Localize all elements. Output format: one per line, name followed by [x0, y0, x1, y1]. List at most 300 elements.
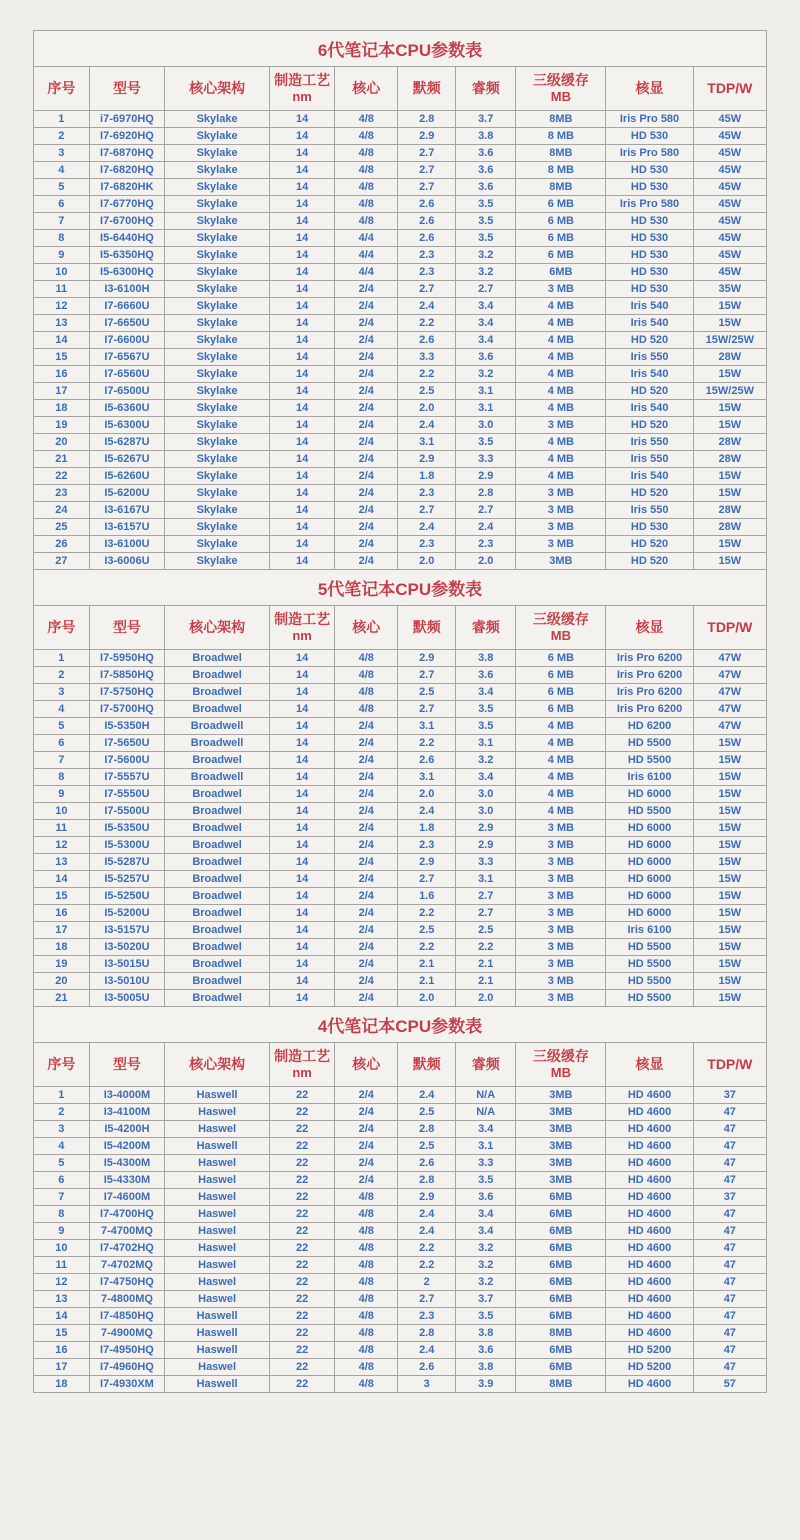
cell-model: I7-4700HQ [89, 1206, 164, 1223]
cell-turbo-freq: 3.4 [456, 332, 516, 349]
cell-process: 22 [270, 1087, 335, 1104]
col-header-process [270, 1043, 335, 1087]
cell-turbo-freq: 3.7 [456, 1291, 516, 1308]
table-row [34, 1240, 767, 1257]
cell-turbo-freq: 3.2 [456, 366, 516, 383]
cell-tdp: 15W [693, 417, 766, 434]
cell-index: 5 [34, 1155, 90, 1172]
col-header-arch [165, 67, 270, 111]
cell-tdp: 28W [693, 451, 766, 468]
column-header-row [34, 1043, 767, 1087]
cell-tdp: 47 [693, 1308, 766, 1325]
table-row [34, 315, 767, 332]
cell-base-freq: 2.7 [398, 281, 456, 298]
cell-turbo-freq: 3.2 [456, 1257, 516, 1274]
cell-l3-cache: 3 MB [516, 485, 606, 502]
cell-process: 14 [270, 366, 335, 383]
cell-l3-cache: 6 MB [516, 230, 606, 247]
cell-index: 6 [34, 735, 90, 752]
cell-cores: 2/4 [335, 871, 398, 888]
cell-model: I3-6157U [89, 519, 164, 536]
cell-model: I3-5020U [89, 939, 164, 956]
cell-cores: 4/8 [335, 128, 398, 145]
cell-tdp: 15W [693, 820, 766, 837]
cell-tdp: 45W [693, 247, 766, 264]
cell-base-freq: 2.8 [398, 1121, 456, 1138]
cell-base-freq: 2.2 [398, 366, 456, 383]
cell-process: 14 [270, 786, 335, 803]
cell-l3-cache: 3 MB [516, 973, 606, 990]
cell-tdp: 45W [693, 162, 766, 179]
cell-l3-cache: 8MB [516, 145, 606, 162]
cell-index: 21 [34, 451, 90, 468]
cell-index: 15 [34, 349, 90, 366]
cell-index: 4 [34, 162, 90, 179]
cell-turbo-freq: 2.8 [456, 485, 516, 502]
cell-base-freq: 2.2 [398, 939, 456, 956]
cell-cores: 2/4 [335, 468, 398, 485]
cell-turbo-freq: 3.5 [456, 213, 516, 230]
table-row [34, 553, 767, 570]
cell-arch: Haswell [165, 1325, 270, 1342]
cell-cores: 2/4 [335, 451, 398, 468]
cell-cores: 2/4 [335, 769, 398, 786]
cell-base-freq: 2.2 [398, 1257, 456, 1274]
cell-process: 22 [270, 1172, 335, 1189]
cell-l3-cache: 4 MB [516, 349, 606, 366]
cell-index: 16 [34, 905, 90, 922]
cell-index: 9 [34, 786, 90, 803]
cell-arch: Skylake [165, 536, 270, 553]
cell-cores: 2/4 [335, 1155, 398, 1172]
cell-cores: 4/8 [335, 162, 398, 179]
cell-process: 14 [270, 451, 335, 468]
cell-turbo-freq: 3.7 [456, 111, 516, 128]
cell-base-freq: 1.6 [398, 888, 456, 905]
cell-gpu: HD 6200 [606, 718, 693, 735]
cell-base-freq: 2.7 [398, 502, 456, 519]
table-row [34, 871, 767, 888]
cell-turbo-freq: 3.8 [456, 650, 516, 667]
cell-base-freq: 1.8 [398, 468, 456, 485]
cell-turbo-freq: 3.5 [456, 718, 516, 735]
section-title: 4代笔记本CPU参数表 [34, 1007, 767, 1043]
cell-model: I7-5550U [89, 786, 164, 803]
cell-model: I5-5350U [89, 820, 164, 837]
cell-model: I7-4702HQ [89, 1240, 164, 1257]
table-row [34, 1291, 767, 1308]
col-header-arch [165, 606, 270, 650]
cell-index: 12 [34, 1274, 90, 1291]
col-header-label: 睿频 [471, 80, 500, 97]
col-header-label: 核心 [352, 1056, 381, 1073]
cell-arch: Haswel [165, 1274, 270, 1291]
cell-arch: Skylake [165, 230, 270, 247]
cell-turbo-freq: 2.2 [456, 939, 516, 956]
cell-arch: Skylake [165, 366, 270, 383]
table-row [34, 281, 767, 298]
cell-base-freq: 2.8 [398, 1172, 456, 1189]
cell-l3-cache: 6 MB [516, 196, 606, 213]
cell-arch: Skylake [165, 349, 270, 366]
col-header-label: 默频 [412, 1056, 441, 1073]
table-row [34, 468, 767, 485]
cell-base-freq: 2.4 [398, 519, 456, 536]
cell-tdp: 45W [693, 179, 766, 196]
cell-base-freq: 2.5 [398, 1104, 456, 1121]
cell-gpu: HD 4600 [606, 1155, 693, 1172]
col-header-model [89, 606, 164, 650]
cell-process: 14 [270, 145, 335, 162]
cell-turbo-freq: 3.2 [456, 1274, 516, 1291]
cell-arch: Broadwel [165, 956, 270, 973]
cell-process: 14 [270, 650, 335, 667]
cell-gpu: HD 4600 [606, 1087, 693, 1104]
cell-gpu: HD 530 [606, 179, 693, 196]
cell-arch: Skylake [165, 111, 270, 128]
cell-tdp: 15W [693, 752, 766, 769]
cell-turbo-freq: 2.7 [456, 502, 516, 519]
cell-turbo-freq: 3.8 [456, 1325, 516, 1342]
cell-cores: 2/4 [335, 502, 398, 519]
cell-process: 14 [270, 230, 335, 247]
table-row [34, 1087, 767, 1104]
table-row [34, 383, 767, 400]
cell-base-freq: 2.2 [398, 1240, 456, 1257]
cell-tdp: 47 [693, 1206, 766, 1223]
cpu-spec-table [33, 30, 767, 1393]
table-row [34, 536, 767, 553]
cell-tdp: 15W [693, 888, 766, 905]
cell-arch: Broadwel [165, 752, 270, 769]
cell-gpu: Iris 550 [606, 451, 693, 468]
cell-base-freq: 2.4 [398, 298, 456, 315]
cell-gpu: HD 6000 [606, 786, 693, 803]
cell-model: I5-5200U [89, 905, 164, 922]
cell-cores: 4/8 [335, 1342, 398, 1359]
cell-tdp: 15W [693, 553, 766, 570]
cell-base-freq: 3.1 [398, 718, 456, 735]
cell-base-freq: 2.4 [398, 1206, 456, 1223]
cell-index: 14 [34, 332, 90, 349]
cell-index: 8 [34, 769, 90, 786]
cell-tdp: 15W [693, 769, 766, 786]
cell-model: I7-6870HQ [89, 145, 164, 162]
cell-index: 3 [34, 684, 90, 701]
cell-gpu: HD 530 [606, 281, 693, 298]
cell-gpu: HD 520 [606, 536, 693, 553]
cell-cores: 2/4 [335, 1172, 398, 1189]
cell-model: I7-6660U [89, 298, 164, 315]
cell-gpu: HD 4600 [606, 1308, 693, 1325]
table-row [34, 162, 767, 179]
cell-base-freq: 2.9 [398, 1189, 456, 1206]
cell-base-freq: 2.1 [398, 956, 456, 973]
cell-process: 14 [270, 247, 335, 264]
cell-gpu: HD 5200 [606, 1359, 693, 1376]
cell-turbo-freq: 3.5 [456, 1308, 516, 1325]
cell-model: I3-4100M [89, 1104, 164, 1121]
table-row [34, 939, 767, 956]
table-row [34, 298, 767, 315]
cell-cores: 4/8 [335, 1308, 398, 1325]
cell-base-freq: 2.7 [398, 871, 456, 888]
cell-gpu: Iris 540 [606, 400, 693, 417]
col-header-label: 核显 [635, 619, 664, 636]
cell-index: 2 [34, 128, 90, 145]
cell-index: 6 [34, 196, 90, 213]
cell-l3-cache: 8MB [516, 1325, 606, 1342]
cell-turbo-freq: 2.9 [456, 468, 516, 485]
cell-arch: Skylake [165, 417, 270, 434]
cell-tdp: 15W [693, 922, 766, 939]
cell-l3-cache: 3 MB [516, 536, 606, 553]
cell-tdp: 47 [693, 1121, 766, 1138]
table-row [34, 1172, 767, 1189]
cell-tdp: 45W [693, 128, 766, 145]
cell-turbo-freq: 3.4 [456, 1223, 516, 1240]
cell-tdp: 47W [693, 701, 766, 718]
cell-process: 14 [270, 871, 335, 888]
cell-process: 14 [270, 502, 335, 519]
cell-tdp: 15W [693, 315, 766, 332]
cell-gpu: Iris 6100 [606, 922, 693, 939]
cell-cores: 4/8 [335, 1274, 398, 1291]
col-header-base-freq [398, 1043, 456, 1087]
cell-process: 14 [270, 684, 335, 701]
cell-model: I3-6100U [89, 536, 164, 553]
cell-base-freq: 2.7 [398, 179, 456, 196]
cell-arch: Skylake [165, 213, 270, 230]
cell-model: I7-4600M [89, 1189, 164, 1206]
cell-arch: Haswel [165, 1223, 270, 1240]
cell-model: I7-5650U [89, 735, 164, 752]
cell-arch: Haswel [165, 1121, 270, 1138]
cell-index: 2 [34, 667, 90, 684]
cell-cores: 2/4 [335, 820, 398, 837]
section-title: 5代笔记本CPU参数表 [34, 570, 767, 606]
cell-cores: 4/8 [335, 1206, 398, 1223]
cell-gpu: HD 530 [606, 213, 693, 230]
cell-model: I5-5287U [89, 854, 164, 871]
cell-turbo-freq: 3.1 [456, 383, 516, 400]
cell-index: 16 [34, 1342, 90, 1359]
col-header-base-freq [398, 67, 456, 111]
cell-cores: 4/8 [335, 1359, 398, 1376]
cell-tdp: 45W [693, 230, 766, 247]
table-row [34, 349, 767, 366]
table-row [34, 1257, 767, 1274]
section-title-row [34, 31, 767, 67]
col-header-label: 型号 [112, 619, 141, 636]
col-header-turbo-freq [456, 606, 516, 650]
table-row [34, 701, 767, 718]
cell-process: 14 [270, 752, 335, 769]
cell-base-freq: 2.3 [398, 837, 456, 854]
cell-l3-cache: 3 MB [516, 854, 606, 871]
cell-arch: Haswell [165, 1138, 270, 1155]
cell-arch: Broadwel [165, 803, 270, 820]
cell-cores: 4/8 [335, 650, 398, 667]
cell-process: 14 [270, 315, 335, 332]
cell-process: 14 [270, 179, 335, 196]
cell-gpu: HD 520 [606, 332, 693, 349]
cell-cores: 2/4 [335, 298, 398, 315]
table-row [34, 769, 767, 786]
cell-index: 9 [34, 247, 90, 264]
cell-index: 27 [34, 553, 90, 570]
cell-model: I7-6920HQ [89, 128, 164, 145]
cell-base-freq: 2.8 [398, 1325, 456, 1342]
cell-process: 14 [270, 990, 335, 1007]
cell-arch: Haswell [165, 1376, 270, 1393]
cell-tdp: 15W [693, 735, 766, 752]
cell-cores: 4/8 [335, 684, 398, 701]
cell-gpu: HD 4600 [606, 1138, 693, 1155]
table-row [34, 128, 767, 145]
cell-l3-cache: 4 MB [516, 803, 606, 820]
cell-base-freq: 2.9 [398, 451, 456, 468]
cell-turbo-freq: N/A [456, 1104, 516, 1121]
cell-cores: 2/4 [335, 752, 398, 769]
col-header-label: 睿频 [471, 1056, 500, 1073]
cell-gpu: Iris Pro 580 [606, 111, 693, 128]
cell-process: 22 [270, 1308, 335, 1325]
cell-model: I3-5157U [89, 922, 164, 939]
cell-index: 20 [34, 973, 90, 990]
col-header-label: TDP/W [707, 619, 753, 636]
cell-index: 18 [34, 939, 90, 956]
cell-process: 14 [270, 332, 335, 349]
cell-cores: 4/8 [335, 1240, 398, 1257]
cell-cores: 2/4 [335, 786, 398, 803]
cell-model: I7-6560U [89, 366, 164, 383]
cell-l3-cache: 8 MB [516, 162, 606, 179]
cell-tdp: 47W [693, 667, 766, 684]
cell-turbo-freq: 3.4 [456, 298, 516, 315]
col-header-tdp [693, 67, 766, 111]
col-header-label: 三级缓存 [532, 1048, 589, 1065]
cell-tdp: 15W [693, 786, 766, 803]
table-row [34, 417, 767, 434]
cell-turbo-freq: 3.2 [456, 1240, 516, 1257]
cell-l3-cache: 6 MB [516, 213, 606, 230]
cell-tdp: 47 [693, 1223, 766, 1240]
cell-gpu: HD 5500 [606, 752, 693, 769]
cell-cores: 2/4 [335, 417, 398, 434]
cell-turbo-freq: 3.0 [456, 417, 516, 434]
cell-l3-cache: 4 MB [516, 786, 606, 803]
cell-index: 16 [34, 366, 90, 383]
cell-arch: Broadwell [165, 769, 270, 786]
cell-tdp: 28W [693, 519, 766, 536]
cell-base-freq: 2.5 [398, 922, 456, 939]
cpu-spec-sheet [33, 30, 767, 1393]
cell-gpu: Iris Pro 6200 [606, 701, 693, 718]
table-row [34, 922, 767, 939]
cell-l3-cache: 3MB [516, 553, 606, 570]
cell-gpu: HD 5500 [606, 735, 693, 752]
cell-turbo-freq: 3.6 [456, 162, 516, 179]
cell-turbo-freq: 3.6 [456, 667, 516, 684]
cell-tdp: 15W [693, 366, 766, 383]
cell-base-freq: 2.3 [398, 1308, 456, 1325]
col-header-arch [165, 1043, 270, 1087]
cell-arch: Broadwel [165, 990, 270, 1007]
cell-gpu: HD 530 [606, 230, 693, 247]
cell-process: 14 [270, 973, 335, 990]
cell-gpu: Iris 6100 [606, 769, 693, 786]
col-header-label: 默频 [412, 619, 441, 636]
cell-turbo-freq: 2.1 [456, 973, 516, 990]
cell-model: I7-5750HQ [89, 684, 164, 701]
cell-tdp: 47 [693, 1274, 766, 1291]
cell-tdp: 15W [693, 837, 766, 854]
cell-process: 14 [270, 196, 335, 213]
cell-process: 22 [270, 1121, 335, 1138]
cell-gpu: Iris Pro 580 [606, 196, 693, 213]
cell-index: 19 [34, 956, 90, 973]
cell-model: I7-4960HQ [89, 1359, 164, 1376]
cell-model: I5-6350HQ [89, 247, 164, 264]
table-row [34, 973, 767, 990]
cell-l3-cache: 6MB [516, 1257, 606, 1274]
cell-gpu: HD 5200 [606, 1342, 693, 1359]
cell-cores: 2/4 [335, 519, 398, 536]
cell-l3-cache: 6MB [516, 1342, 606, 1359]
cell-base-freq: 2.6 [398, 230, 456, 247]
cell-process: 14 [270, 820, 335, 837]
cell-base-freq: 2.9 [398, 854, 456, 871]
col-header-label: 核心 [352, 619, 381, 636]
cell-index: 12 [34, 837, 90, 854]
cell-gpu: HD 4600 [606, 1104, 693, 1121]
cell-base-freq: 3.1 [398, 434, 456, 451]
cell-turbo-freq: 3.6 [456, 1189, 516, 1206]
cell-arch: Haswell [165, 1342, 270, 1359]
cell-tdp: 47 [693, 1257, 766, 1274]
cell-model: I5-5350H [89, 718, 164, 735]
table-row [34, 247, 767, 264]
table-row [34, 196, 767, 213]
cell-turbo-freq: 3.6 [456, 145, 516, 162]
cell-gpu: Iris Pro 6200 [606, 667, 693, 684]
cell-process: 14 [270, 888, 335, 905]
cell-base-freq: 2.4 [398, 803, 456, 820]
cell-base-freq: 2.9 [398, 650, 456, 667]
cell-arch: Skylake [165, 298, 270, 315]
cell-cores: 2/4 [335, 1121, 398, 1138]
cell-gpu: HD 520 [606, 485, 693, 502]
cell-cores: 2/4 [335, 1087, 398, 1104]
col-header-turbo-freq [456, 67, 516, 111]
cell-index: 3 [34, 1121, 90, 1138]
cell-base-freq: 2.3 [398, 536, 456, 553]
cell-base-freq: 2.6 [398, 332, 456, 349]
cell-arch: Broadwel [165, 650, 270, 667]
cell-cores: 2/4 [335, 553, 398, 570]
cell-gpu: Iris Pro 580 [606, 145, 693, 162]
cell-arch: Broadwel [165, 667, 270, 684]
cell-arch: Skylake [165, 383, 270, 400]
cell-base-freq: 2.7 [398, 667, 456, 684]
cell-arch: Skylake [165, 519, 270, 536]
cell-process: 22 [270, 1359, 335, 1376]
cell-index: 15 [34, 1325, 90, 1342]
cell-turbo-freq: 3.6 [456, 1342, 516, 1359]
cell-model: I3-4000M [89, 1087, 164, 1104]
cell-turbo-freq: 3.2 [456, 247, 516, 264]
